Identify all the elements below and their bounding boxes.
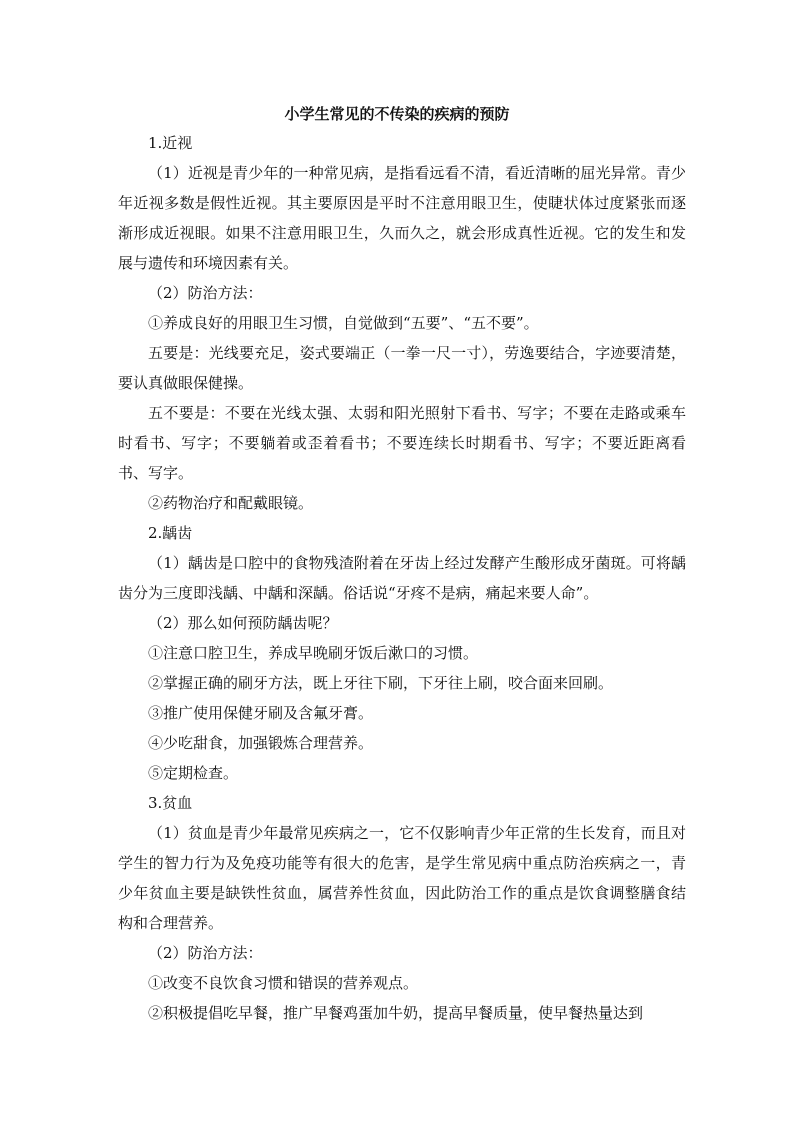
paragraph-caries-method-1: ①注意口腔卫生，养成早晚刷牙饭后漱口的习惯。 <box>148 644 479 662</box>
paragraph-caries-prevention-question: （2）那么如何预防龋齿呢？ <box>148 614 338 632</box>
section-heading-caries: 2.龋齿 <box>148 524 193 542</box>
paragraph-anemia-method-2: ②积极提倡吃早餐，推广早餐鸡蛋加牛奶，提高早餐质量，使早餐热量达到 <box>148 1004 644 1022</box>
paragraph-caries-definition: （1）龋齿是口腔中的食物残渣附着在牙齿上经过发酵产生酸形成牙菌斑。可将龋齿分为三度即浅龋、中龋和深龋。俗话说“牙疼不是病，痛起来要人命”。 <box>118 554 686 602</box>
paragraph-myopia-method-2: ②药物治疗和配戴眼镜。 <box>148 494 314 512</box>
paragraph-five-musts: 五要是：光线要充足，姿式要端正（一拳一尺一寸），劳逸要结合，字迹要清楚，要认真做眼保健操。 <box>118 344 686 392</box>
paragraph-caries-method-2: ②掌握正确的刷牙方法，既上牙往下刷，下牙往上刷，咬合面来回刷。 <box>148 674 614 692</box>
document-title: 小学生常见的不传染的疾病的预防 <box>284 105 510 123</box>
paragraph-anemia-methods-heading: （2）防治方法： <box>148 944 263 962</box>
section-heading-myopia: 1.近视 <box>148 134 193 152</box>
paragraph-five-donts: 五不要是：不要在光线太强、太弱和阳光照射下看书、写字；不要在走路或乘车时看书、写字；不要躺着或歪着看书；不要连续长时期看书、写字；不要近距离看书、写字。 <box>118 404 686 482</box>
paragraph-caries-method-5: ⑤定期检查。 <box>148 764 239 782</box>
paragraph-anemia-definition: （1）贫血是青少年最常见疾病之一，它不仅影响青少年正常的生长发育，而且对学生的智力行为及免疫功能等有很大的危害，是学生常见病中重点防治疾病之一，青少年贫血主要是缺铁性贫血，属营养性贫血，因此防治工作的重点是饮食调整膳食结构和合理营养。 <box>118 824 686 932</box>
paragraph-myopia-method-1: ①养成良好的用眼卫生习惯，自觉做到“五要”、“五不要”。 <box>148 314 539 332</box>
paragraph-myopia-definition: （1）近视是青少年的一种常见病，是指看远看不清，看近清晰的屈光异常。青少年近视多数是假性近视。其主要原因是平时不注意用眼卫生，使睫状体过度紧张而逐渐形成近视眼。如果不注意用眼卫生，久而久之，就会形成真性近视。它的发生和发展与遗传和环境因素有关。 <box>118 164 686 272</box>
paragraph-caries-method-3: ③推广使用保健牙刷及含氟牙膏。 <box>148 704 374 722</box>
paragraph-myopia-methods-heading: （2）防治方法： <box>148 284 263 302</box>
document-body <box>118 128 686 1028</box>
section-heading-anemia: 3.贫血 <box>148 794 193 812</box>
paragraph-anemia-method-1: ①改变不良饮食习惯和错误的营养观点。 <box>148 974 419 992</box>
paragraph-caries-method-4: ④少吃甜食，加强锻炼合理营养。 <box>148 734 374 752</box>
